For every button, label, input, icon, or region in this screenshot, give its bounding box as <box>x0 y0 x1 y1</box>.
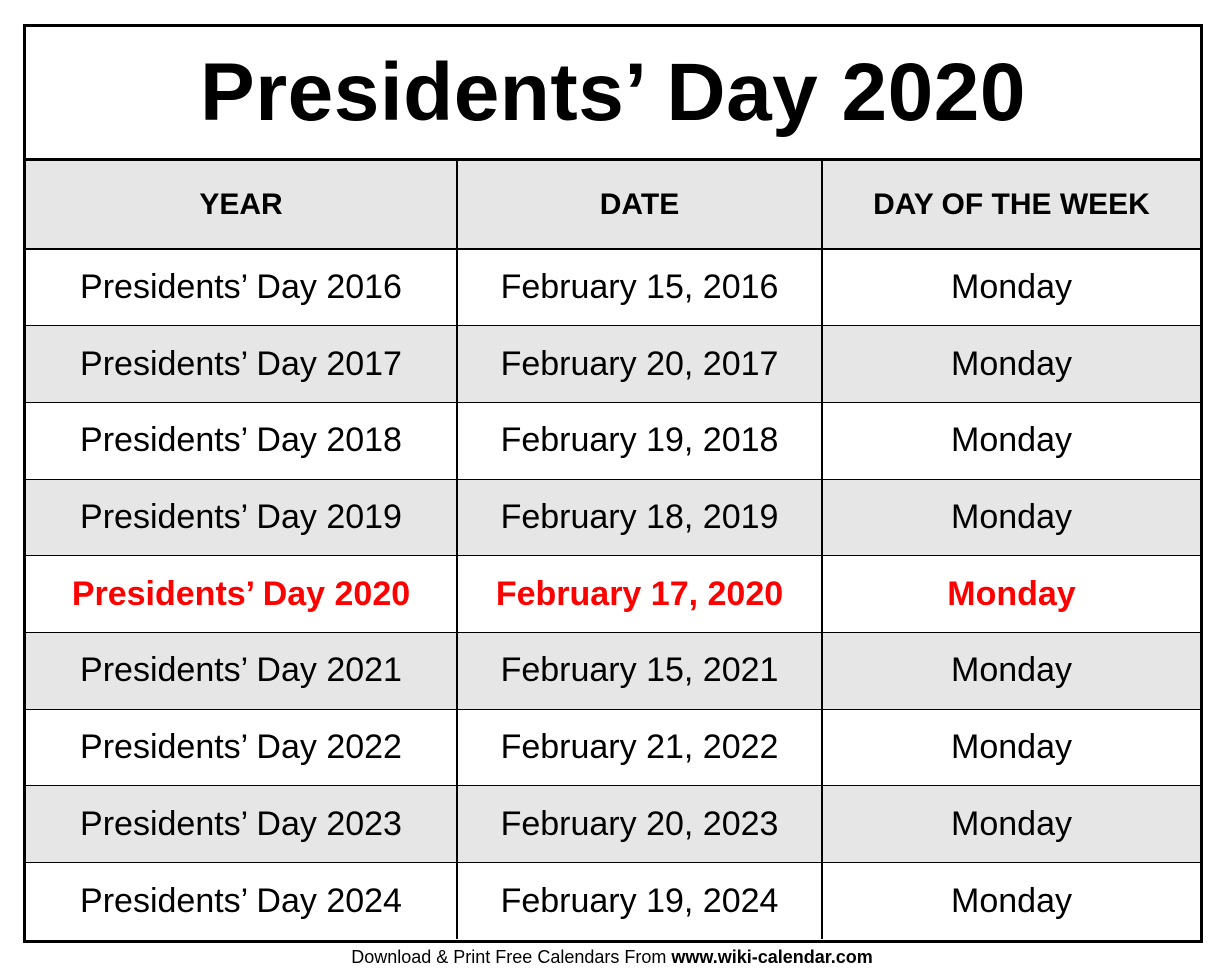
date-cell: February 19, 2018 <box>457 402 822 479</box>
table-row <box>26 402 1200 479</box>
weekday-cell: Monday <box>822 786 1200 863</box>
footer-text: Download & Print Free Calendars From <box>351 947 672 967</box>
column-header-date: DATE <box>457 161 822 249</box>
date-cell: February 15, 2016 <box>457 249 822 326</box>
holiday-cell: Presidents’ Day 2022 <box>26 709 457 786</box>
holiday-cell: Presidents’ Day 2018 <box>26 402 457 479</box>
holiday-cell: Presidents’ Day 2017 <box>26 326 457 403</box>
table-row <box>26 249 1200 326</box>
weekday-cell: Monday <box>822 326 1200 403</box>
calendar-sheet <box>23 24 1203 943</box>
weekday-cell: Monday <box>822 402 1200 479</box>
date-cell: February 21, 2022 <box>457 709 822 786</box>
holiday-cell: Presidents’ Day 2016 <box>26 249 457 326</box>
holiday-cell: Presidents’ Day 2024 <box>26 863 457 940</box>
date-cell: February 15, 2021 <box>457 632 822 709</box>
holiday-cell: Presidents’ Day 2020 <box>26 556 457 633</box>
date-cell: February 20, 2023 <box>457 786 822 863</box>
page-title: Presidents’ Day 2020 <box>26 27 1200 161</box>
date-cell: February 19, 2024 <box>457 863 822 940</box>
table-row <box>26 326 1200 403</box>
weekday-cell: Monday <box>822 709 1200 786</box>
weekday-cell: Monday <box>822 479 1200 556</box>
date-cell: February 17, 2020 <box>457 556 822 633</box>
weekday-cell: Monday <box>822 632 1200 709</box>
table-header-row <box>26 161 1200 249</box>
weekday-cell: Monday <box>822 556 1200 633</box>
highlighted-table-row <box>26 556 1200 633</box>
weekday-cell: Monday <box>822 249 1200 326</box>
presidents-day-table <box>26 161 1200 939</box>
footer-credit <box>0 945 1224 969</box>
table-row <box>26 863 1200 940</box>
table-row <box>26 786 1200 863</box>
footer-site-link[interactable]: www.wiki-calendar.com <box>671 947 873 967</box>
column-header-weekday: DAY OF THE WEEK <box>822 161 1200 249</box>
date-cell: February 20, 2017 <box>457 326 822 403</box>
holiday-cell: Presidents’ Day 2019 <box>26 479 457 556</box>
column-header-year: YEAR <box>26 161 457 249</box>
weekday-cell: Monday <box>951 881 1072 920</box>
table-row <box>26 709 1200 786</box>
table-row <box>26 632 1200 709</box>
table-row <box>26 479 1200 556</box>
holiday-cell: Presidents’ Day 2021 <box>26 632 457 709</box>
holiday-cell: Presidents’ Day 2023 <box>26 786 457 863</box>
date-cell: February 18, 2019 <box>457 479 822 556</box>
